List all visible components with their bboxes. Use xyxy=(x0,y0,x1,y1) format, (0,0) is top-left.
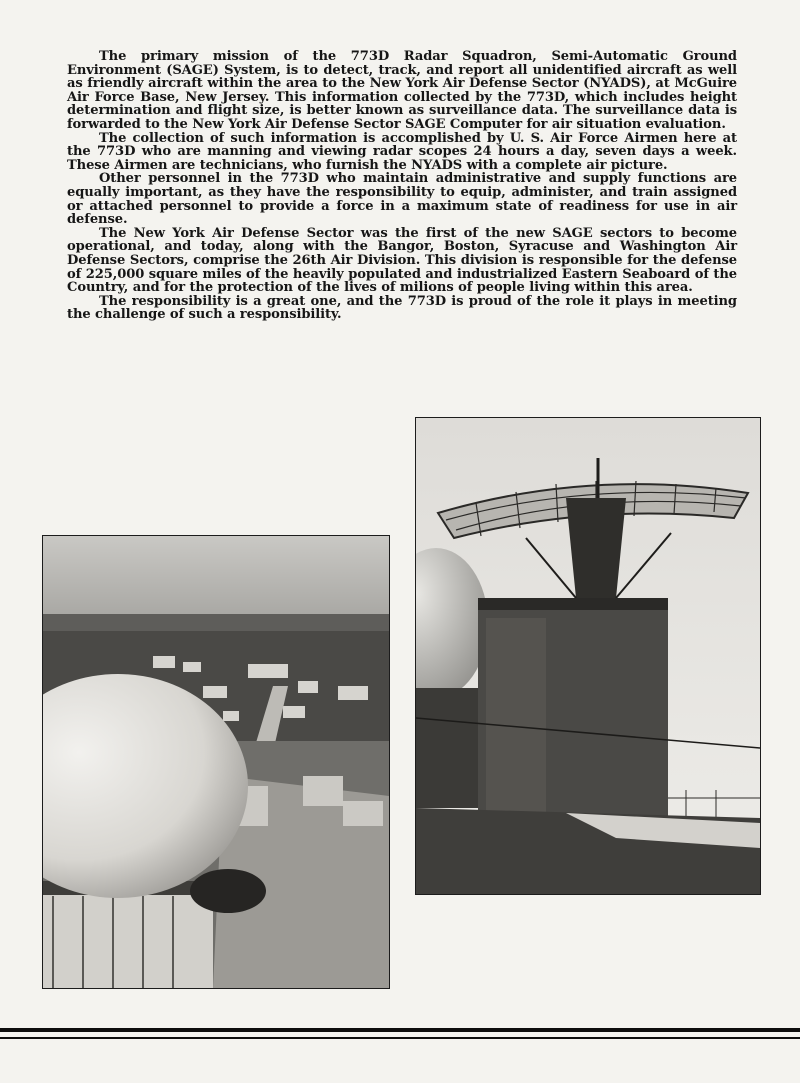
article-text xyxy=(67,50,737,322)
footer-rule xyxy=(0,1037,800,1039)
paragraph: The New York Air Defense Sector was the first of the new SAGE sectors to become operational, and today, along with the Bangor, Boston, Syracuse and Washington Air Defense Sectors, comprise the 26th Air Division. This division is responsible for the defense of 225,000 square miles of the heavily populated and industrialized Eastern Seaboard of the Country, and for the protection of the lives of milions of people living within this area. xyxy=(67,225,737,296)
footer-rule xyxy=(0,1028,800,1032)
paragraph: The collection of such information is accomplished by U. S. Air Force Airmen here at the 773D who are manning and viewing radar scopes 24 hours a day, seven days a week. These Airmen are technicians, who furnish the NYADS with a complete air picture. xyxy=(67,130,737,173)
paragraph: Other personnel in the 773D who maintain administrative and supply functions are equally important, as they have the responsibility to equip, administer, and train assigned or attached personnel to provide a force in a maximum state of readiness for use in air defense. xyxy=(67,171,737,228)
paragraph: The responsibility is a great one, and the 773D is proud of the role it plays in meeting the challenge of such a responsibility. xyxy=(67,293,737,323)
radar-tower-image xyxy=(416,418,760,894)
radome-town-photo xyxy=(42,535,390,989)
paragraph: The primary mission of the 773D Radar Squadron, Semi-Automatic Ground Environment (SAGE) System, is to detect, track, and report all unidentified aircraft as well as friendly aircraft within the area to the New York Air Defense Sector (NYADS), at McGuire Air Force Base, New Jersey. This information collected by the 773D, which includes height determination and flight size, is better known as surveillance data. The surveillance data is forwarded to the New York Air Defense Sector SAGE Computer for air situation evaluation. xyxy=(67,49,737,132)
radar-tower-photo xyxy=(415,417,761,895)
radome-town-image xyxy=(43,536,389,988)
